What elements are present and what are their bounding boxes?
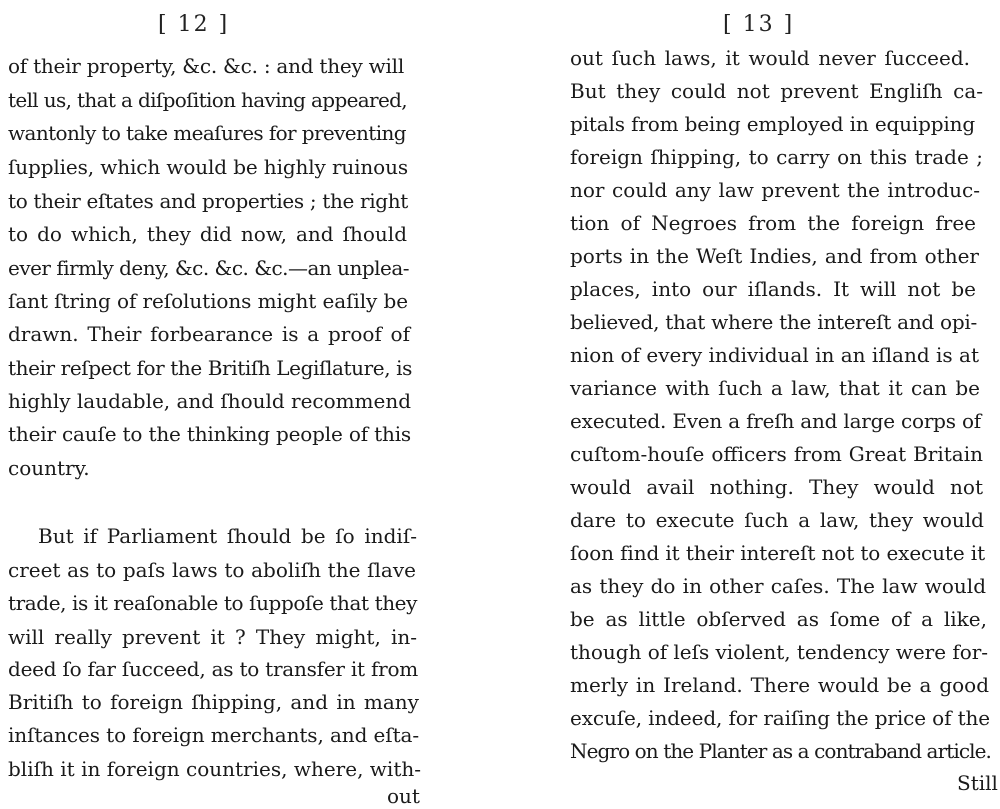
right-line-17: as they do in other caſes. The law would (570, 574, 986, 598)
left-catchword: out (387, 784, 420, 808)
left-line-20: inſtances to foreign merchants, and eſta- (8, 723, 419, 747)
right-line-15: dare to execute ſuch a law, they would (570, 508, 984, 532)
right-line-9: believed, that where the intereſt and opi- (570, 310, 977, 334)
right-catchword: Still (957, 771, 998, 795)
right-line-16: ſoon find it their intereſt not to execute it (570, 541, 985, 565)
left-page-number: [ 12 ] (158, 12, 230, 37)
left-line-15: creet as to paſs laws to aboliſh the ſlave (8, 558, 416, 582)
left-line-2: tell us, that a diſpoſition having appeared, (8, 88, 407, 112)
left-page (0, 0, 470, 809)
left-line-1: of their property, &c. &c. : and they will (8, 54, 404, 78)
right-line-6: tion of Negroes from the foreign free (570, 211, 976, 235)
left-line-8: ſant ſtring of reſolutions might eaſily be (8, 289, 408, 313)
right-line-3: pitals from being employed in equipping (570, 112, 975, 136)
right-line-13: cuſtom-houſe officers from Great Britain (570, 442, 983, 466)
left-line-7: ever firmly deny, &c. &c. &c.—an unplea- (8, 256, 409, 280)
right-line-19: though of leſs violent, tendency were for- (570, 640, 988, 664)
left-line-3: wantonly to take meaſures for preventing (8, 121, 406, 145)
right-line-22: Negro on the Planter as a contraband article. (570, 739, 991, 763)
right-page (520, 0, 1000, 809)
left-line-6: to do which, they did now, and ſhould (8, 222, 407, 246)
right-line-12: executed. Even a freſh and large corps of (570, 409, 981, 433)
left-line-12: their cauſe to the thinking people of this (8, 422, 411, 446)
right-line-2: But they could not prevent Engliſh ca- (570, 79, 983, 103)
left-line-17: will really prevent it ? They might, in- (8, 625, 417, 649)
right-line-8: places, into our iſlands. It will not be (570, 277, 976, 301)
left-line-4: ſupplies, which would be highly ruinous (8, 155, 408, 179)
right-line-20: merly in Ireland. There would be a good (570, 673, 989, 697)
left-line-13: country. (8, 456, 90, 480)
right-line-5: nor could any law prevent the introduc- (570, 178, 980, 202)
right-line-14: would avail nothing. They would not (570, 475, 983, 499)
left-line-14: But if Parliament ſhould be ſo indiſ- (38, 524, 417, 548)
right-line-4: foreign ſhipping, to carry on this trade ; (570, 145, 983, 169)
left-line-16: trade, is it reaſonable to ſuppoſe that they (8, 591, 417, 615)
right-line-1: out ſuch laws, it would never ſucceed. (570, 46, 970, 70)
right-line-18: be as little obſerved as ſome of a like, (570, 607, 987, 631)
right-line-7: ports in the Weſt Indies, and from other (570, 244, 979, 268)
left-line-18: deed ſo far ſucceed, as to transfer it from (8, 657, 418, 681)
right-page-number: [ 13 ] (723, 12, 795, 37)
left-line-19: Britiſh to foreign ſhipping, and in many (8, 690, 419, 714)
left-line-21: bliſh it in foreign countries, where, with- (8, 757, 421, 781)
left-line-5: to their eſtates and properties ; the right (8, 189, 408, 213)
right-line-10: nion of every individual in an iſland is at (570, 343, 979, 367)
left-line-10: their reſpect for the Britiſh Legiſlature, is (8, 356, 412, 380)
left-line-9: drawn. Their forbearance is a proof of (8, 322, 410, 346)
right-line-21: excuſe, indeed, for raiſing the price of the (570, 706, 990, 730)
left-line-11: highly laudable, and ſhould recommend (8, 389, 411, 413)
right-line-11: variance with ſuch a law, that it can be (570, 376, 980, 400)
